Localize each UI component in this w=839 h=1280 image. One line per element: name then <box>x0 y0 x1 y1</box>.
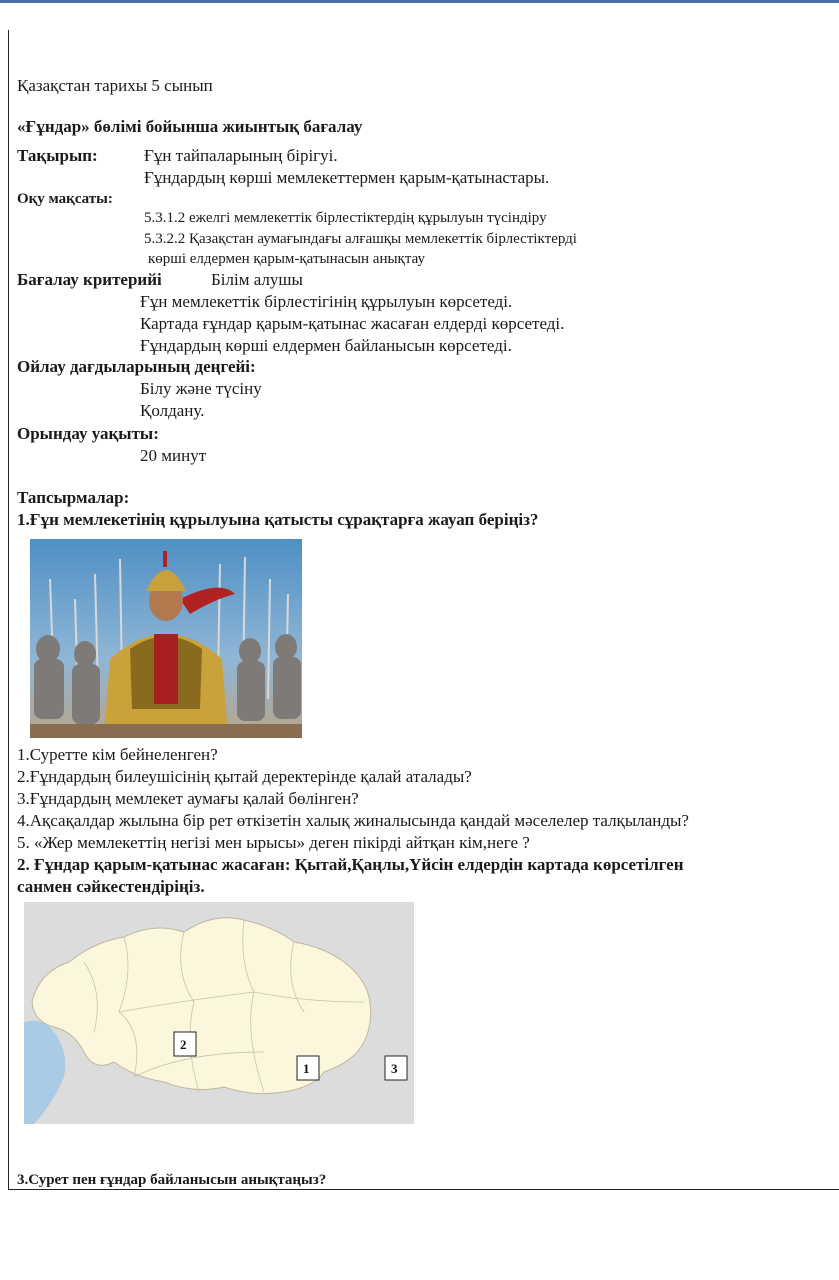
task1-question: 4.Ақсақалдар жылына бір рет өткізетін халық жиналысында қандай мәселелер талқыланды? <box>17 811 689 830</box>
criteria-item: Картада ғұндар қарым-қатынас жасаған елдерді көрсетеді. <box>140 314 565 333</box>
thinking-label: Ойлау дағдыларының деңгейі: <box>17 357 256 376</box>
time-label: Орындау уақыты: <box>17 424 159 443</box>
subject-title: Қазақстан тарихы 5 сынып <box>17 76 213 95</box>
task1-question: 3.Ғұндардың мемлекет аумағы қалай бөлінген? <box>17 789 359 808</box>
objective-item: көрші елдермен қарым-қатынасын анықтау <box>148 251 425 267</box>
task1-question: 5. «Жер мемлекеттің негізі мен ырысы» деген пікірді айтқан кім,неге ? <box>17 833 530 852</box>
criteria-lead: Білім алушы <box>211 270 303 289</box>
topic-line-1: Ғұн тайпаларының бірігуі. <box>144 146 338 165</box>
thinking-item: Білу және түсіну <box>140 379 262 398</box>
assessment-title: «Ғұндар» бөлімі бойынша жиынтық бағалау <box>17 117 363 136</box>
criteria-label: Бағалау критерийі <box>17 270 162 289</box>
top-accent-bar <box>0 0 839 3</box>
task3-title: 3.Сурет пен ғұндар байланысын анықтаңыз? <box>17 1172 327 1188</box>
task1-question: 2.Ғұндардың билеушісінің қытай деректерінде қалай аталады? <box>17 767 472 786</box>
objectives-label: Оқу мақсаты: <box>17 191 113 207</box>
criteria-item: Ғұн мемлекеттік бірлестігінің құрылуын көрсетеді. <box>140 292 513 311</box>
objective-item: 5.3.2.2 Қазақстан аумағындағы алғашқы мемлекеттік бірлестіктерді <box>144 231 577 247</box>
objective-item: 5.3.1.2 ежелгі мемлекеттік бірлестіктердің құрылуын түсіндіру <box>144 210 547 226</box>
page-left-border <box>8 30 9 1190</box>
task2-title-line-2: санмен сәйкестендіріңіз. <box>17 877 205 896</box>
time-value: 20 минут <box>140 446 207 465</box>
task1-question: 1.Суретте кім бейнеленген? <box>17 745 218 764</box>
criteria-item: Ғұндардың көрші елдермен байланысын көрсетеді. <box>140 336 512 355</box>
thinking-item: Қолдану. <box>140 401 205 420</box>
tasks-heading: Тапсырмалар: <box>17 488 130 507</box>
topic-label: Тақырып: <box>17 146 98 165</box>
hun-warrior-image <box>30 539 302 738</box>
kazakhstan-map <box>24 902 414 1124</box>
topic-line-2: Ғұндардың көрші мемлекеттермен қарым-қатынастары. <box>144 168 550 187</box>
task2-title-line-1: 2. Ғұндар қарым-қатынас жасаған: Қытай,Қаңлы,Үйсін елдердін картада көрсетілген <box>17 855 684 874</box>
map-marker-2: 2 <box>180 1037 187 1052</box>
task1-title: 1.Ғұн мемлекетінің құрылуына қатысты сұрақтарға жауап беріңіз? <box>17 510 539 529</box>
map-marker-1: 1 <box>303 1061 310 1076</box>
map-marker-3: 3 <box>391 1061 398 1076</box>
